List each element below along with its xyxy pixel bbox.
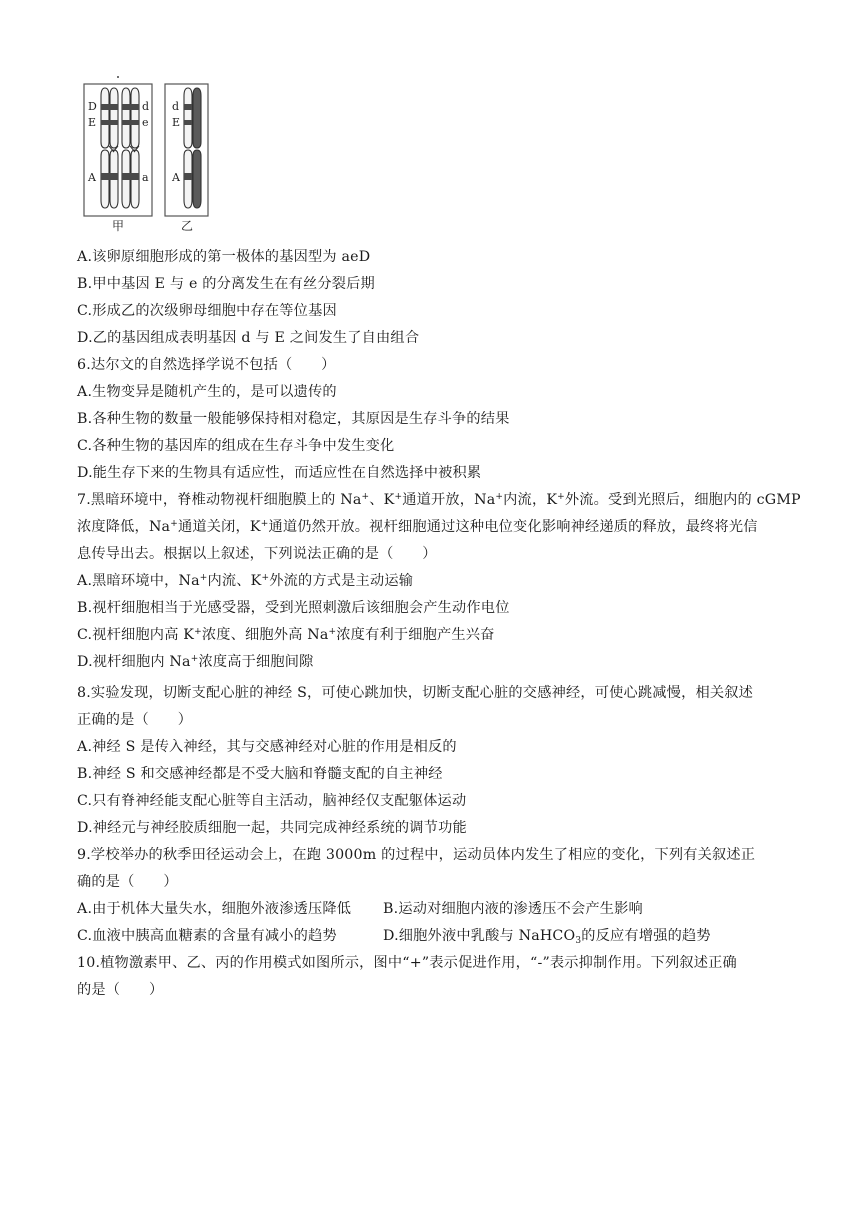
q8-option-b: B.神经 S 和交感神经都是不受大脑和脊髓支配的自主神经: [77, 766, 443, 782]
label-yi: 乙: [181, 219, 194, 233]
label-jia-e: e: [142, 116, 149, 129]
q9-stem-line1: 9.学校举办的秋季田径运动会上，在跑 3000m 的过程中，运动员体内发生了相应的变化，下列有关叙述正: [77, 847, 756, 863]
q7-stem-line1: 7.黑暗环境中，脊椎动物视杆细胞膜上的 Na+、K+通道开放，Na+内流，K+外流。受到光照后，细胞内的 cGMP: [77, 492, 801, 508]
q9-option-d: D.细胞外液中乳酸与 NaHCO$_3$的反应有增强的趋势: [383, 928, 711, 946]
q6-option-a: A.生物变异是随机产生的，是可以遗传的: [77, 384, 337, 400]
label-yi-d: d: [172, 100, 180, 113]
q6-option-b: B.各种生物的数量一般能够保持相对稳定，其原因是生存斗争的结果: [77, 411, 510, 427]
q6-option-d: D.能生存下来的生物具有适应性，而适应性在自然选择中被积累: [77, 465, 482, 481]
q7-option-c: C.视杆细胞内高 K+浓度、细胞外高 Na+浓度有利于细胞产生兴奋: [77, 627, 495, 643]
q8-stem-line2: 正确的是（ ）: [77, 712, 193, 728]
q8-stem-line1: 8.实验发现，切断支配心脏的神经 S，可使心跳加快，切断支配心脏的交感神经，可使心跳减慢，相关叙述: [77, 685, 754, 701]
label-jia-a: a: [142, 171, 149, 184]
label-jia-D: D: [88, 100, 97, 113]
q10-stem-line2: 的是（ ）: [77, 982, 164, 998]
q5-option-b: B.甲中基因 E 与 e 的分离发生在有丝分裂后期: [77, 276, 375, 292]
label-jia: 甲: [112, 219, 125, 233]
q6-stem: 6.达尔文的自然选择学说不包括（ ）: [77, 357, 336, 373]
q8-option-c: C.只有脊神经能支配心脏等自主活动，脑神经仅支配躯体运动: [77, 793, 467, 809]
q10-stem-line1: 10.植物激素甲、乙、丙的作用模式如图所示，图中“+”表示促进作用，“-”表示抑制作用。下列叙述正确: [77, 955, 737, 971]
label-jia-A: A: [88, 171, 96, 184]
q7-stem-line3: 息传导出去。根据以上叙述，下列说法正确的是（ ）: [77, 546, 437, 562]
q9-options-cd: [77, 927, 711, 946]
q9-options-ab: [77, 900, 643, 918]
label-jia-d: d: [142, 100, 150, 113]
chromosome-figure: [80, 74, 220, 234]
q9-option-c: C.血液中胰高血糖素的含量有减小的趋势: [77, 928, 337, 944]
chromosome-diagram: [80, 74, 220, 234]
q8-option-a: A.神经 S 是传入神经，其与交感神经对心脏的作用是相反的: [77, 739, 457, 755]
q6-option-c: C.各种生物的基因库的组成在生存斗争中发生变化: [77, 438, 395, 454]
label-yi-A: A: [172, 171, 180, 184]
q9-stem-line2: 确的是（ ）: [77, 874, 178, 890]
label-yi-E: E: [172, 116, 181, 129]
q9-option-a: A.由于机体大量失水，细胞外液渗透压降低: [77, 901, 352, 917]
q9-option-b: B.运动对细胞内液的渗透压不会产生影响: [383, 901, 643, 917]
q7-option-b: B.视杆细胞相当于光感受器，受到光照刺激后该细胞会产生动作电位: [77, 600, 510, 616]
q8-option-d: D.神经元与神经胶质细胞一起，共同完成神经系统的调节功能: [77, 820, 467, 836]
q5-option-d: D.乙的基因组成表明基因 d 与 E 之间发生了自由组合: [77, 330, 420, 346]
q5-option-a: A.该卵原细胞形成的第一极体的基因型为 aeD: [77, 249, 371, 265]
q7-option-d: D.视杆细胞内 Na+浓度高于细胞间隙: [77, 654, 314, 670]
label-jia-E: E: [88, 116, 97, 129]
q7-stem-line2: 浓度降低，Na+通道关闭，K+通道仍然开放。视杆细胞通过这种电位变化影响神经递质的释放，最终将光信: [77, 519, 758, 535]
q5-option-c: C.形成乙的次级卵母细胞中存在等位基因: [77, 303, 337, 319]
q7-option-a: A.黑暗环境中，Na+内流、K+外流的方式是主动运输: [77, 573, 414, 589]
